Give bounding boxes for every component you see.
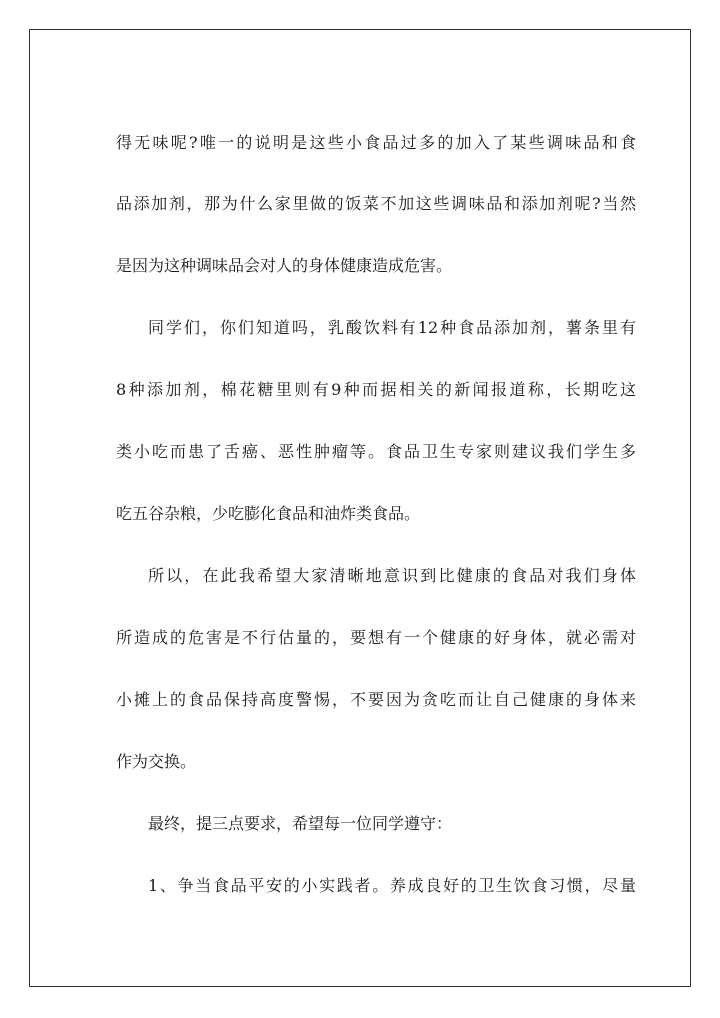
text-line: 小摊上的食品保持高度警惕，不要因为贪吃而让自己健康的身体来 (116, 690, 636, 709)
paragraph-first-line: 所以，在此我希望大家清晰地意识到比健康的食品对我们身体 (148, 566, 636, 585)
text-line: 品添加剂，那为什么家里做的饭菜不加这些调味品和添加剂呢?当然 (116, 194, 636, 213)
text-line: 8种添加剂，棉花糖里则有9种而据相关的新闻报道称，长期吃这 (116, 380, 636, 399)
text-line: 作为交换。 (116, 752, 197, 771)
text-line: 得无味呢?唯一的说明是这些小食品过多的加入了某些调味品和食 (116, 133, 636, 152)
text-line: 是因为这种调味品会对人的身体健康造成危害。 (116, 256, 453, 275)
text-line: 所造成的危害是不行估量的，要想有一个健康的好身体，就必需对 (116, 628, 636, 647)
list-item-line: 1、争当食品平安的小实践者。养成良好的卫生饮食习惯，尽量 (148, 876, 636, 895)
text-line: 吃五谷杂粮，少吃膨化食品和油炸类食品。 (116, 504, 421, 523)
paragraph-first-line: 最终，提三点要求，希望每一位同学遵守： (148, 814, 453, 833)
paragraph-first-line: 同学们，你们知道吗，乳酸饮料有12种食品添加剂，薯条里有 (148, 318, 636, 337)
text-line: 类小吃而患了舌癌、恶性肿瘤等。食品卫生专家则建议我们学生多 (116, 442, 636, 461)
